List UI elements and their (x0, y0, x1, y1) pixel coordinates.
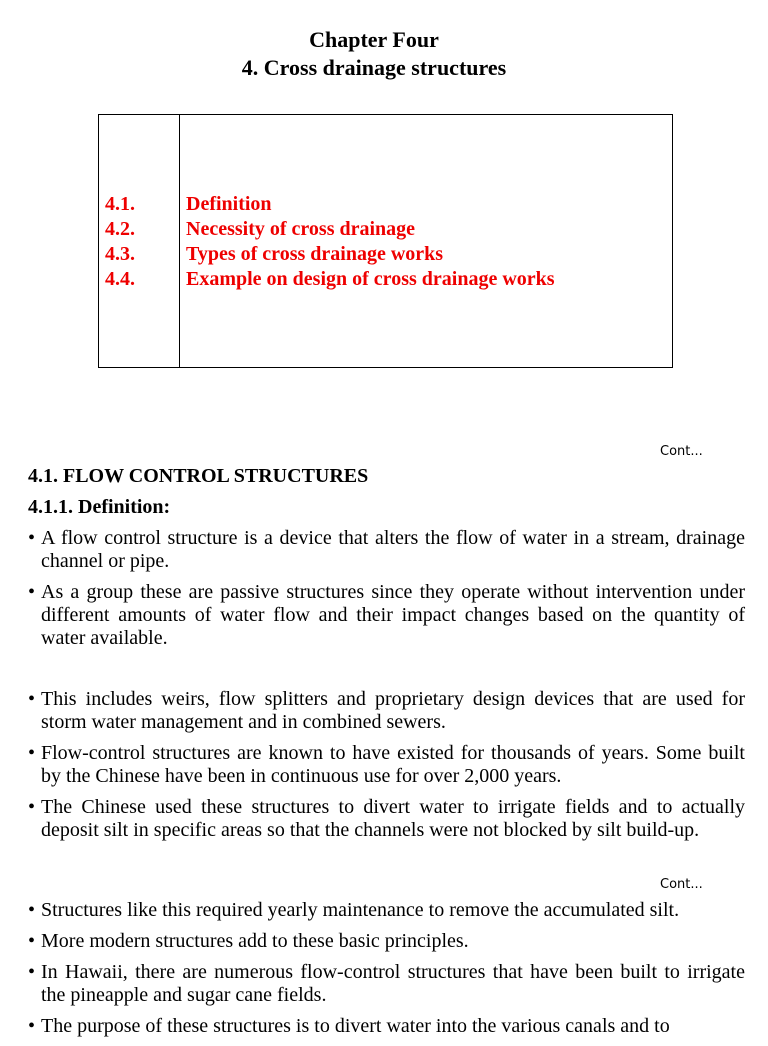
list-item-text: In Hawaii, there are numerous flow-control structures that have been built to irrigate the pineapple and sugar cane fields. (41, 961, 745, 1006)
toc-item-label: Example on design of cross drainage works (186, 268, 555, 290)
bullet-list (28, 527, 745, 658)
list-item (28, 688, 745, 734)
bullet-marker: • (28, 527, 36, 549)
toc-item (99, 192, 672, 217)
toc-item (99, 217, 672, 242)
continuation-label: Cont... (660, 877, 703, 892)
toc-item-label: Necessity of cross drainage (186, 218, 416, 240)
subsection-heading: 4.1.1. Definition: (28, 496, 171, 518)
bullet-marker: • (28, 581, 36, 603)
list-item-text: A flow control structure is a device that alters the flow of water in a stream, drainage channel or pipe. (41, 527, 745, 572)
toc-item-number: 4.4. (105, 268, 135, 290)
toc-item (99, 242, 672, 267)
toc-item-label: Definition (186, 193, 272, 215)
list-item-text: Flow-control structures are known to have existed for thousands of years. Some built by the Chinese have been in continuous use for over 2,000 years. (41, 742, 745, 787)
table-of-contents (98, 114, 673, 368)
list-item-text: The purpose of these structures is to divert water into the various canals and to (41, 1015, 670, 1037)
bullet-list (28, 688, 745, 850)
toc-item-label: Types of cross drainage works (186, 243, 444, 265)
chapter-subtitle: 4. Cross drainage structures (241, 55, 507, 80)
bullet-marker: • (28, 742, 36, 764)
list-item (28, 581, 745, 650)
list-item-text: The Chinese used these structures to divert water to irrigate fields and to actually deposit silt in specific areas so that the channels were not blocked by silt build-up. (41, 796, 745, 841)
bullet-marker: • (28, 1015, 36, 1037)
toc-item-number: 4.2. (105, 218, 135, 240)
list-item (28, 742, 745, 788)
bullet-marker: • (28, 899, 36, 921)
bullet-marker: • (28, 930, 36, 952)
list-item-text: As a group these are passive structures since they operate without intervention under different amounts of water flow and their impact changes based on the quantity of water available. (41, 581, 745, 649)
chapter-title: Chapter Four (309, 27, 439, 52)
section-heading: 4.1. FLOW CONTROL STRUCTURES (28, 465, 369, 487)
toc-item-number: 4.1. (105, 193, 135, 215)
list-item-text: Structures like this required yearly maintenance to remove the accumulated silt. (41, 899, 680, 921)
bullet-marker: • (28, 961, 36, 983)
list-item (28, 899, 745, 922)
toc-item-number: 4.3. (105, 243, 135, 265)
list-item-text: This includes weirs, flow splitters and proprietary design devices that are used for storm water management and in combined sewers. (41, 688, 745, 733)
list-item (28, 796, 745, 842)
list-item (28, 930, 745, 953)
list-item (28, 1015, 745, 1038)
list-item (28, 961, 745, 1007)
list-item (28, 527, 745, 573)
bullet-marker: • (28, 688, 36, 710)
list-item-text: More modern structures add to these basic principles. (41, 930, 469, 952)
continuation-label: Cont... (660, 444, 703, 459)
toc-list (99, 192, 672, 292)
bullet-marker: • (28, 796, 36, 818)
toc-item (99, 267, 672, 292)
